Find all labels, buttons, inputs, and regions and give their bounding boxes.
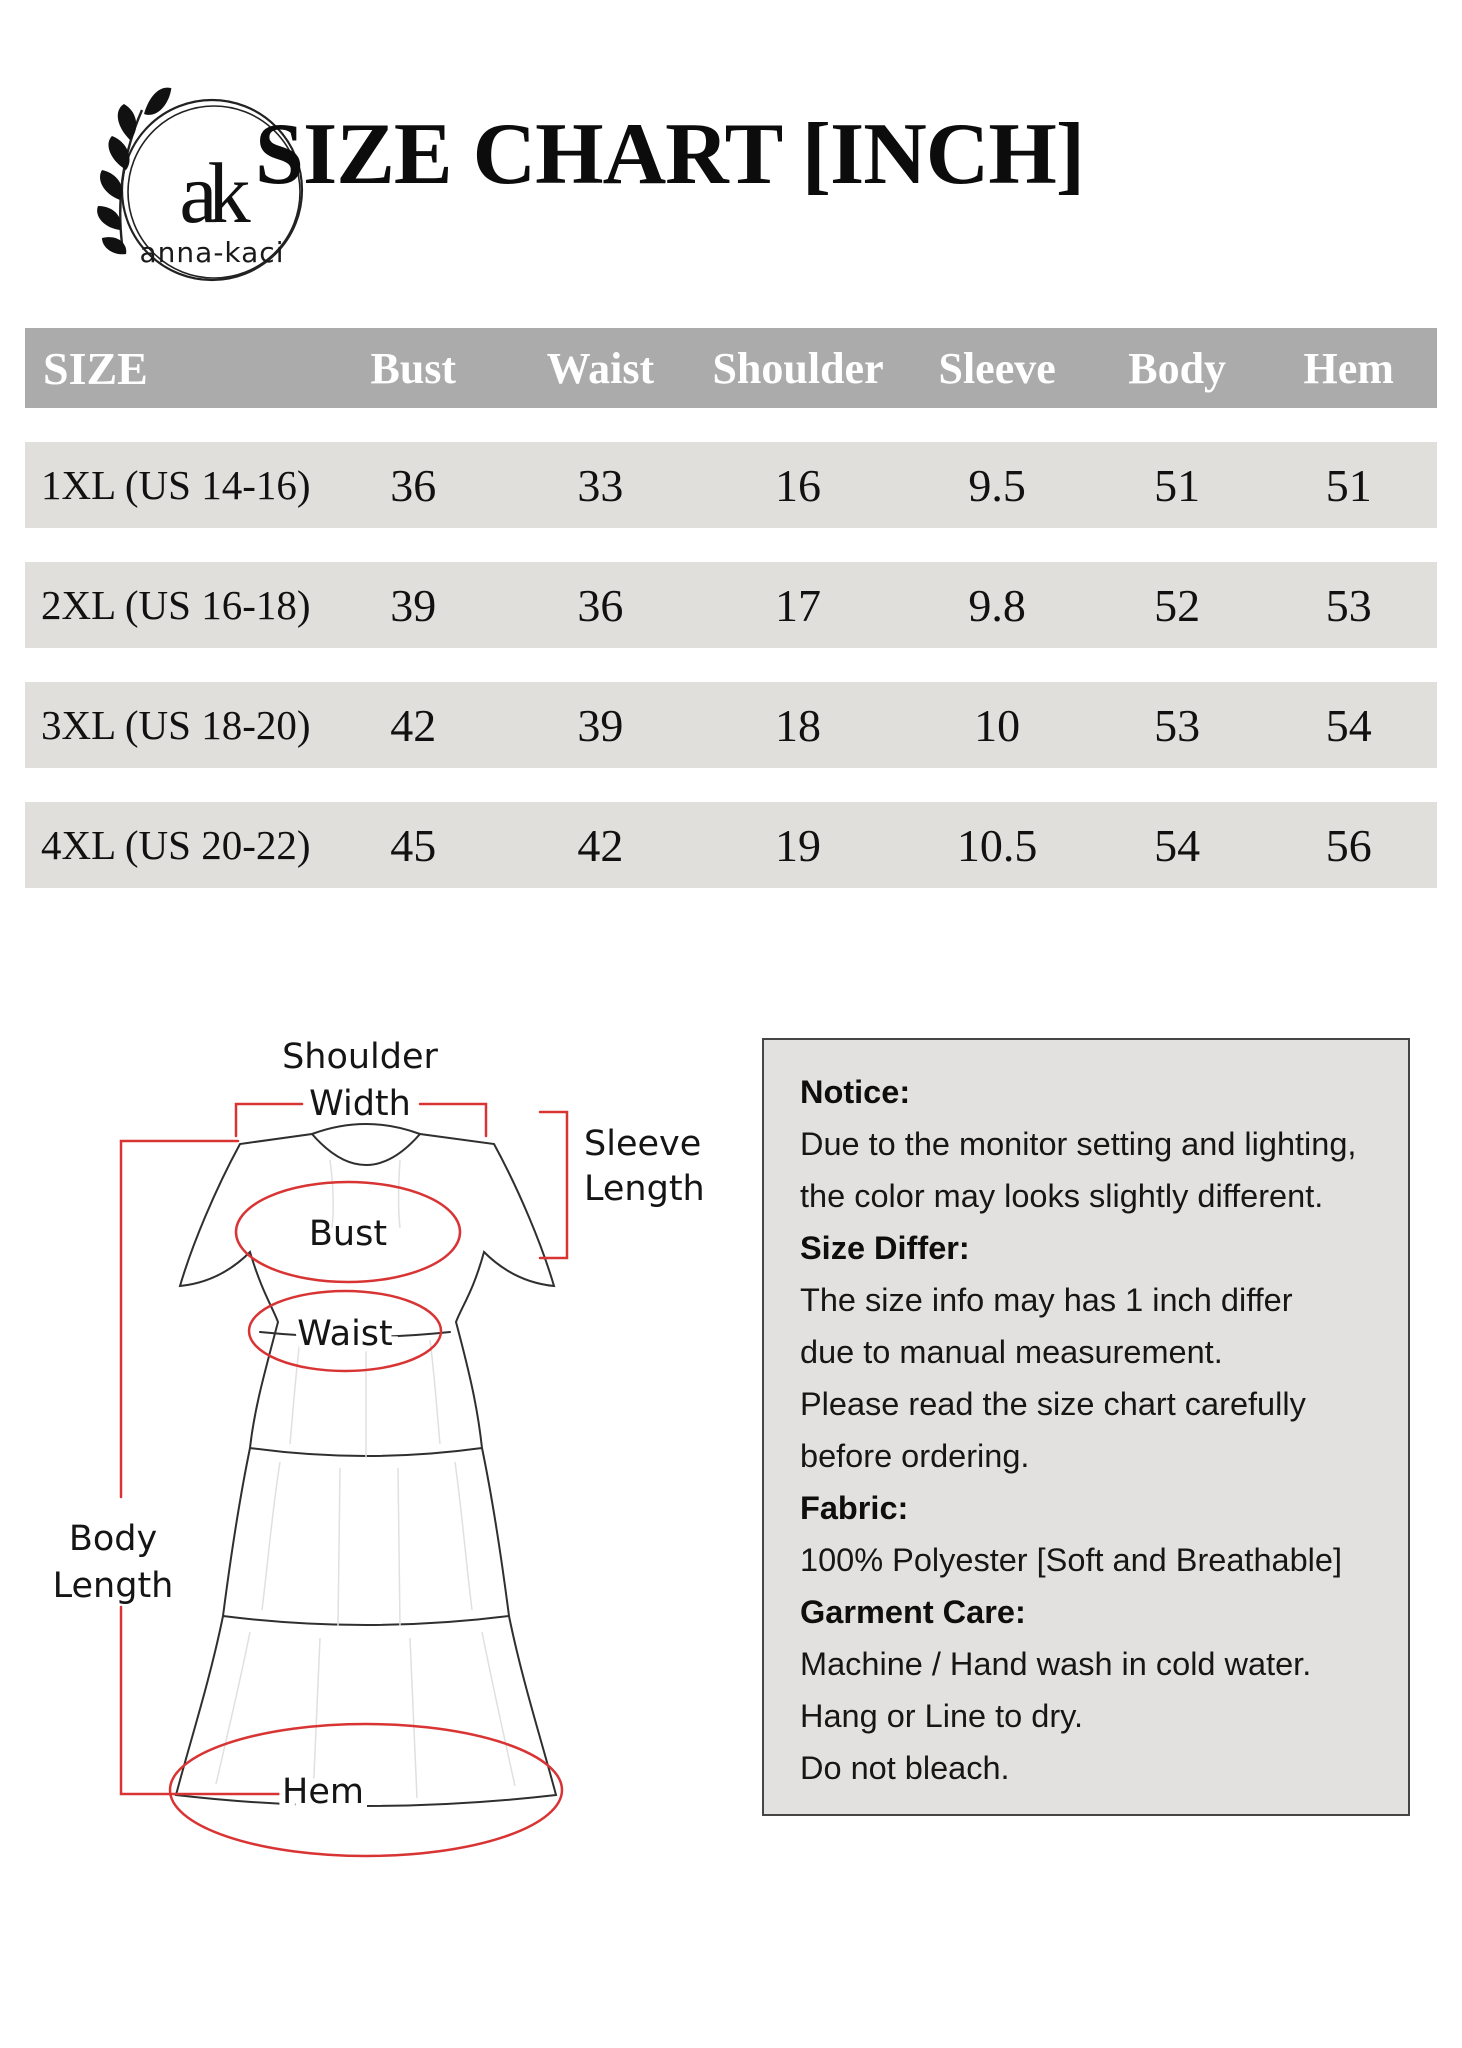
col-header-hem: Hem: [1260, 328, 1437, 408]
fabric-heading: Fabric:: [800, 1490, 909, 1526]
notice-line: Do not bleach.: [800, 1750, 1010, 1786]
cell-hem: 54: [1260, 682, 1437, 768]
notice-line: 100% Polyester [Soft and Breathable]: [800, 1542, 1343, 1578]
table-row: [25, 682, 1437, 768]
notice-line: before ordering.: [800, 1438, 1030, 1474]
cell-waist: 42: [505, 802, 696, 888]
notice-line: due to manual measurement.: [800, 1334, 1223, 1370]
body-length-label-line1: Body: [68, 1519, 158, 1559]
cell-sleeve: 10.5: [900, 802, 1093, 888]
notice-heading: Notice:: [800, 1074, 911, 1110]
garment-care-heading: Garment Care:: [800, 1594, 1026, 1630]
waist-label: Waist: [297, 1314, 393, 1354]
table-row: [25, 562, 1437, 648]
cell-size: 4XL (US 20-22): [25, 802, 322, 888]
cell-size: 2XL (US 16-18): [25, 562, 322, 648]
size-table-header-row: [25, 328, 1437, 408]
logo-monogram: ak: [179, 145, 241, 241]
cell-body: 51: [1094, 442, 1261, 528]
cell-waist: 33: [505, 442, 696, 528]
sleeve-length-bracket-icon: [540, 1112, 567, 1258]
sleeve-length-label-line1: Sleeve: [584, 1124, 702, 1164]
cell-bust: 39: [322, 562, 506, 648]
cell-sleeve: 9.8: [900, 562, 1093, 648]
col-header-sleeve: Sleeve: [900, 328, 1093, 408]
cell-size: 1XL (US 14-16): [25, 442, 322, 528]
hem-label: Hem: [282, 1772, 364, 1812]
col-header-shoulder: Shoulder: [696, 328, 901, 408]
shoulder-width-label-line1: Shoulder: [282, 1037, 438, 1077]
notice-line: Machine / Hand wash in cold water.: [800, 1646, 1312, 1682]
cell-body: 54: [1094, 802, 1261, 888]
size-differ-heading: Size Differ:: [800, 1230, 970, 1266]
page-title: SIZE CHART [INCH]: [255, 106, 1085, 203]
table-row: [25, 802, 1437, 888]
cell-shoulder: 16: [696, 442, 901, 528]
cell-bust: 45: [322, 802, 506, 888]
col-header-body: Body: [1094, 328, 1261, 408]
notice-line: Hang or Line to dry.: [800, 1698, 1084, 1734]
cell-bust: 42: [322, 682, 506, 768]
cell-body: 53: [1094, 682, 1261, 768]
col-header-bust: Bust: [322, 328, 506, 408]
size-table: [25, 294, 1437, 922]
body-length-label-line2: Length: [52, 1566, 174, 1606]
table-row: [25, 442, 1437, 528]
cell-shoulder: 17: [696, 562, 901, 648]
sleeve-length-label-line2: Length: [584, 1169, 705, 1209]
notice-line: the color may looks slightly different.: [800, 1178, 1324, 1214]
cell-bust: 36: [322, 442, 506, 528]
bust-label: Bust: [308, 1214, 388, 1254]
cell-waist: 36: [505, 562, 696, 648]
col-header-size: SIZE: [25, 328, 322, 408]
cell-shoulder: 19: [696, 802, 901, 888]
cell-body: 52: [1094, 562, 1261, 648]
notice-box: [762, 1038, 1410, 1816]
cell-hem: 56: [1260, 802, 1437, 888]
cell-shoulder: 18: [696, 682, 901, 768]
notice-line: Due to the monitor setting and lighting,: [800, 1126, 1357, 1162]
shoulder-width-label-line2: Width: [309, 1084, 411, 1124]
logo-brand-text: anna-kaci: [139, 236, 285, 269]
col-header-waist: Waist: [505, 328, 696, 408]
notice-line: The size info may has 1 inch differ: [800, 1282, 1293, 1318]
cell-size: 3XL (US 18-20): [25, 682, 322, 768]
cell-sleeve: 9.5: [900, 442, 1093, 528]
dress-measurement-diagram: [0, 1000, 760, 1880]
cell-sleeve: 10: [900, 682, 1093, 768]
cell-hem: 53: [1260, 562, 1437, 648]
cell-waist: 39: [505, 682, 696, 768]
cell-hem: 51: [1260, 442, 1437, 528]
notice-line: Please read the size chart carefully: [800, 1386, 1306, 1422]
